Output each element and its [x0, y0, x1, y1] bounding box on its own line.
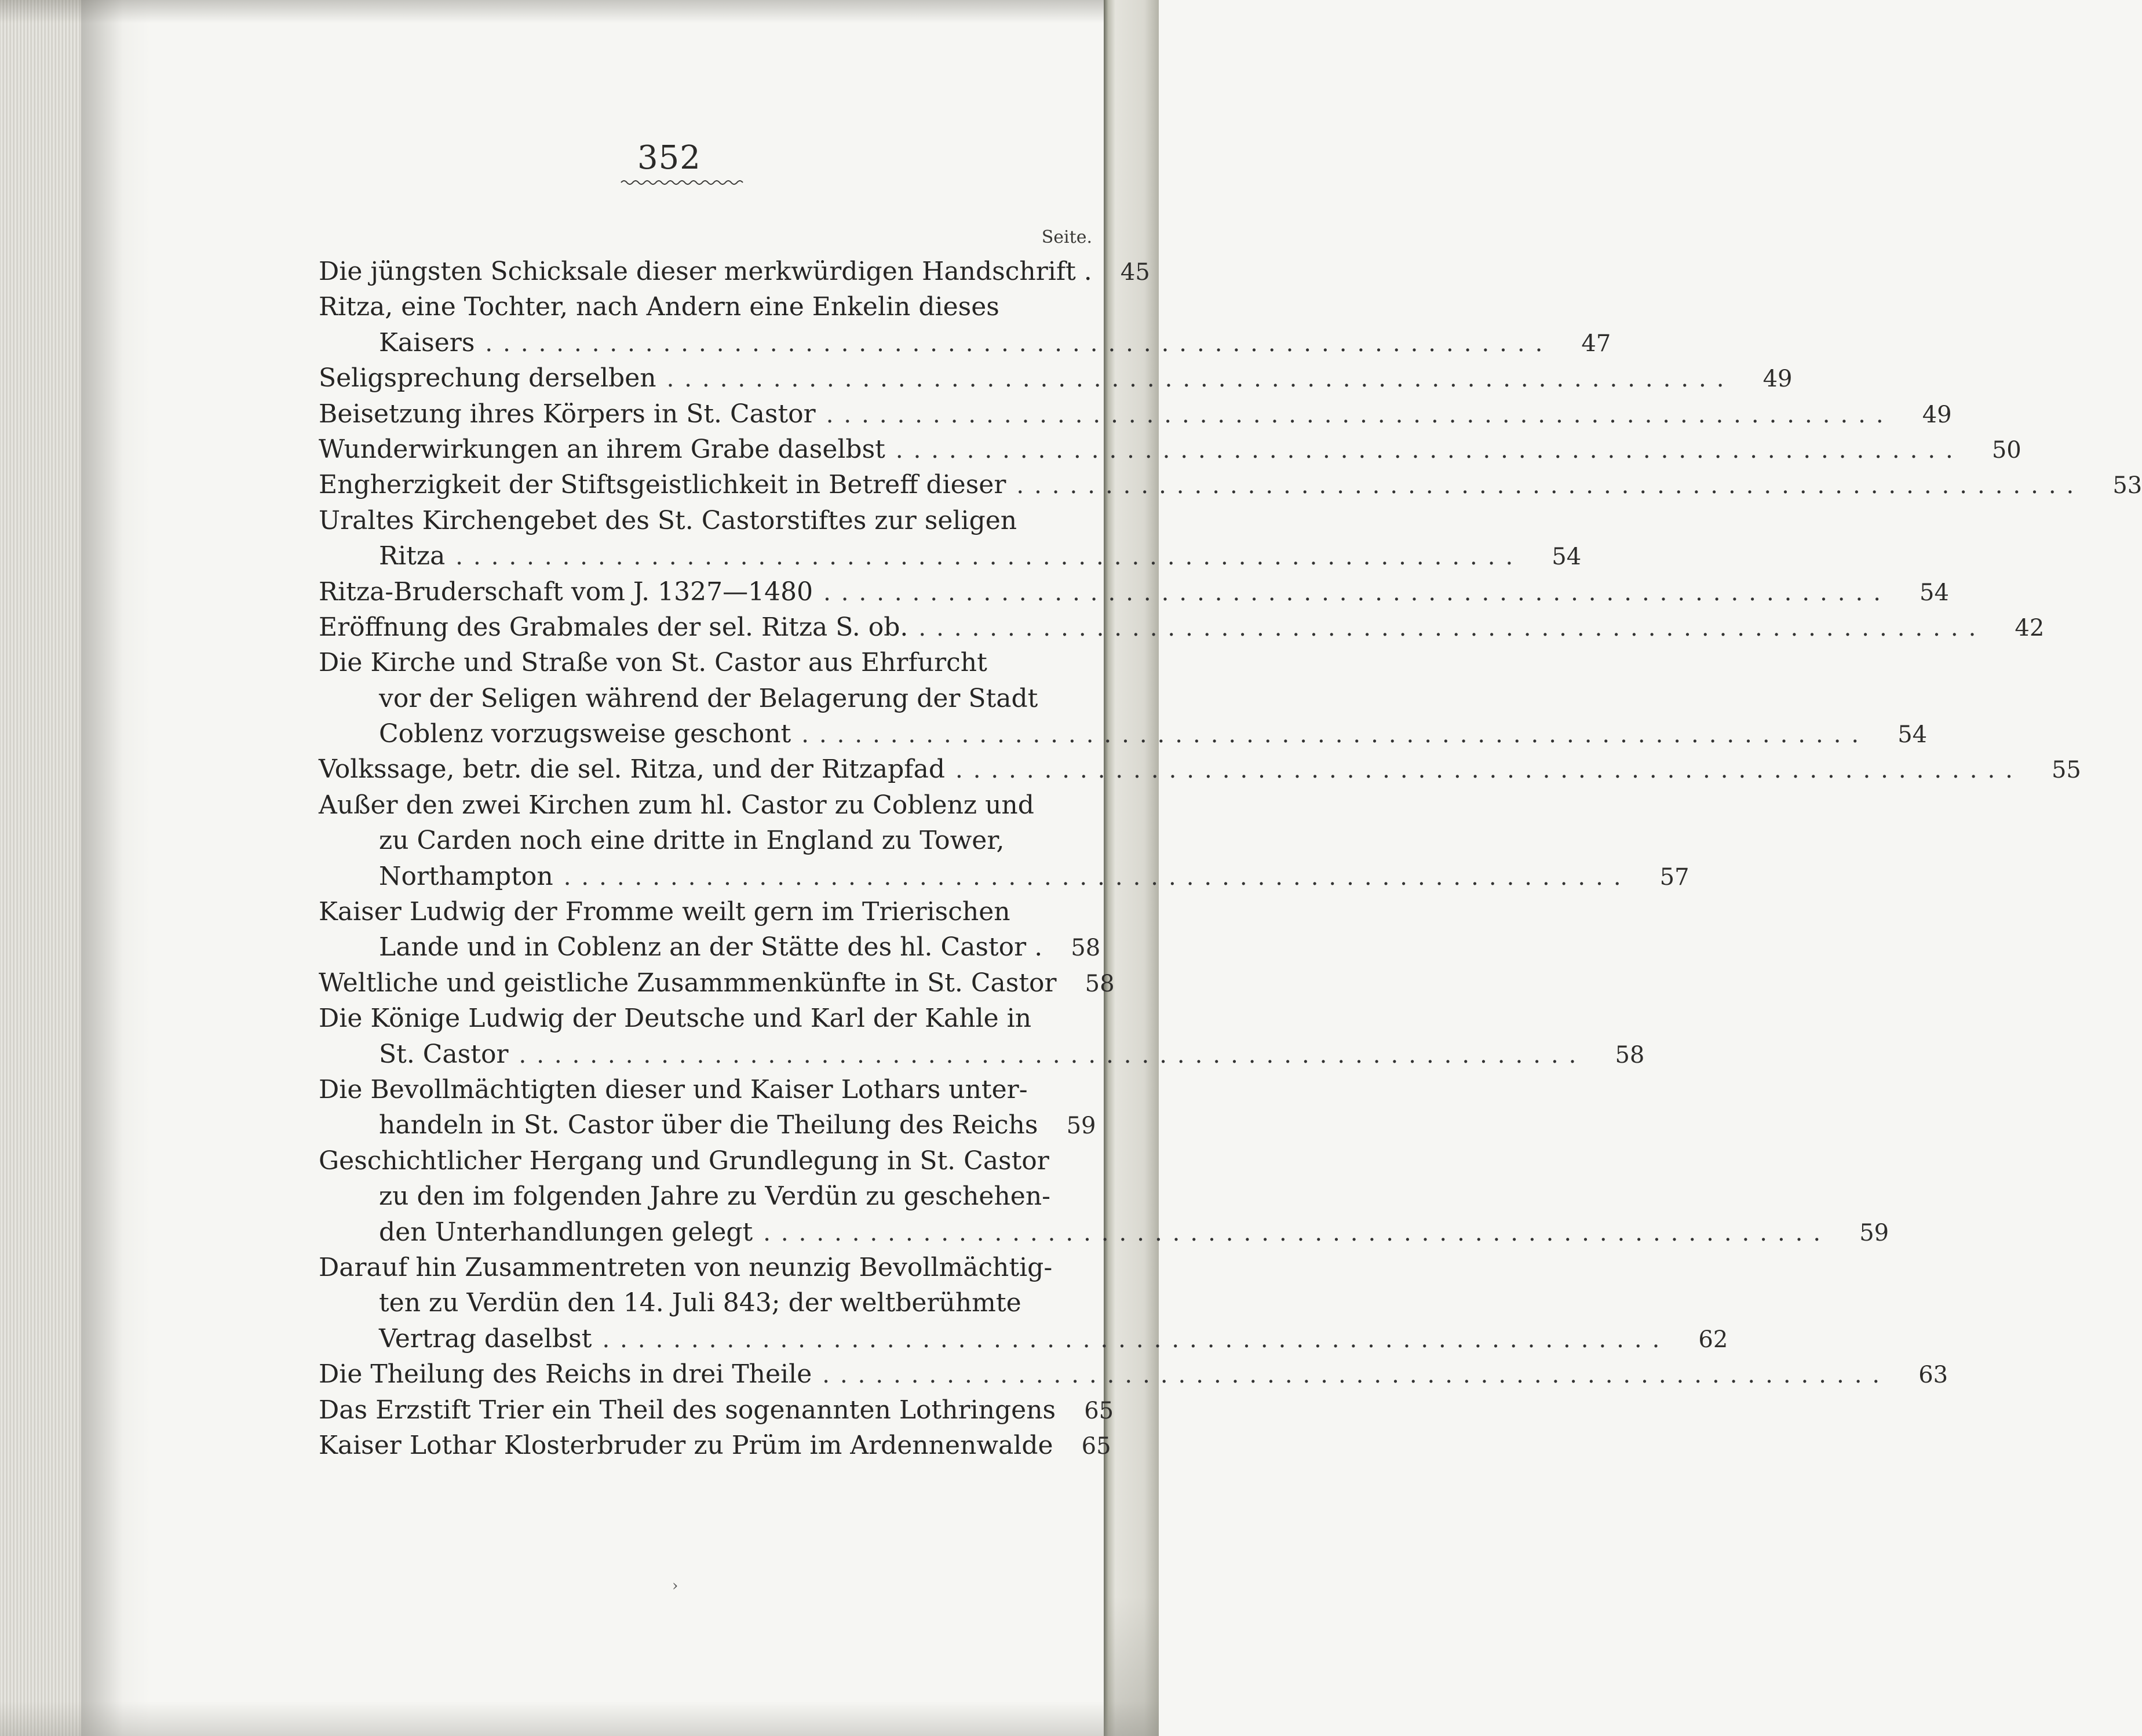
- toc-page-ref: 49: [1763, 366, 1793, 393]
- toc-entry-text: handeln in St. Castor über die Theilung des Reichs: [379, 1110, 1038, 1140]
- dot-leader: ............................................................: [822, 1362, 1891, 1389]
- toc-entry-text: Kaisers: [379, 327, 475, 358]
- toc-entry-text: Geschichtlicher Hergang und Grundlegung in St. Castor: [319, 1146, 1049, 1176]
- toc-entry-line: [319, 396, 1952, 432]
- bottom-mark: ›: [672, 1577, 678, 1595]
- dot-leader: ............................................................: [801, 721, 1870, 749]
- toc-page-ref: 57: [1659, 863, 1689, 891]
- toc-entry: [319, 965, 1115, 1001]
- toc-entry-text: Kaiser Ludwig der Fromme weilt gern im Trierischen: [319, 897, 1010, 927]
- dot-leader: ............................................................: [823, 579, 1891, 606]
- toc-entry: [319, 432, 2021, 467]
- toc-entry: [319, 1001, 1645, 1072]
- toc-entry-line: [319, 1392, 1114, 1428]
- toc-entry-text: Die Theilung des Reichs in drei Theile: [319, 1359, 812, 1389]
- book-page-stack: [0, 0, 81, 1736]
- toc-entry: [319, 254, 1150, 289]
- toc-entry-line: [319, 645, 1095, 680]
- toc-entry: [319, 1428, 1111, 1463]
- toc-entry-text: Uraltes Kirchengebet des St. Castorstiftes zur seligen: [319, 505, 1017, 535]
- toc-entry-text: Vertrag daselbst: [379, 1323, 592, 1354]
- toc-entry-continuation: [319, 929, 1101, 965]
- toc-entry: [319, 787, 1689, 894]
- toc-entry-text: ten zu Verdün den 14. Juli 843; der weltberühmte: [379, 1288, 1021, 1318]
- toc-page-ref: 54: [1552, 544, 1582, 571]
- toc-entry: [319, 1392, 1114, 1428]
- dot-leader: ............................................................: [763, 1219, 1831, 1246]
- toc-entry: [319, 1356, 1948, 1392]
- page-number: 352: [637, 139, 701, 177]
- toc-entry-text: zu den im folgenden Jahre zu Verdün zu geschehen-: [379, 1181, 1051, 1212]
- toc-entry: [319, 1143, 1889, 1250]
- toc-entry-text: Darauf hin Zusammentreten von neunzig Bevollmächtig-: [319, 1252, 1053, 1282]
- toc-entry-text: vor der Seligen während der Belagerung der Stadt: [379, 683, 1038, 713]
- toc-entry-text: Kaiser Lothar Klosterbruder zu Prüm im Ardennenwalde: [319, 1430, 1053, 1460]
- toc-entry: [319, 467, 2142, 502]
- toc-entry: [319, 289, 1611, 360]
- dot-leader: ............................................................: [1016, 472, 2085, 499]
- toc-entry-line: [319, 432, 2021, 467]
- toc-page-ref: 45: [1120, 259, 1150, 286]
- toc-entry: [319, 610, 2045, 645]
- toc-entry: [319, 752, 2081, 787]
- toc-page-ref: 47: [1581, 330, 1611, 357]
- toc-entry-text: Die Bevollmächtigten dieser und Kaiser Lothars unter-: [319, 1074, 1028, 1104]
- toc-page-ref: 62: [1698, 1326, 1728, 1353]
- toc-entry-text: Northampton: [379, 861, 553, 891]
- toc-entry-text: Die Könige Ludwig der Deutsche und Karl der Kahle in: [319, 1004, 1032, 1034]
- gutter-shadow: [81, 0, 151, 1736]
- toc-entry-text: St. Castor: [379, 1039, 509, 1069]
- dot-leader: ............................................................: [666, 366, 1735, 393]
- toc-entry-text: Coblenz vorzugsweise geschont: [379, 719, 791, 749]
- toc-entry-continuation: [319, 859, 1689, 894]
- toc-entry-continuation: [319, 1215, 1889, 1250]
- toc-entry: [319, 645, 1928, 752]
- dot-leader: ............................................................: [563, 863, 1632, 891]
- toc-entry-line: [319, 289, 1095, 324]
- toc-entry-continuation: [319, 325, 1611, 360]
- toc-entry-text: Das Erzstift Trier ein Theil des sogenannten Lothringens: [319, 1395, 1056, 1425]
- toc-entry-text: Ritza, eine Tochter, nach Andern eine Enkelin dieses: [319, 292, 999, 322]
- toc-entry-text: Engherzigkeit der Stiftsgeistlichkeit in Betreff dieser: [319, 470, 1006, 500]
- toc-entry-text: Volkssage, betr. die sel. Ritza, und der Ritzapfad: [319, 754, 945, 785]
- toc-entry-text: Außer den zwei Kirchen zum hl. Castor zu Coblenz und: [319, 790, 1034, 820]
- toc-entry-text: den Unterhandlungen gelegt: [379, 1217, 753, 1247]
- toc-entry-text: Seligsprechung derselben: [319, 363, 656, 393]
- toc-entry-line: [319, 503, 1095, 538]
- toc-entry-text: Eröffnung des Grabmales der sel. Ritza S. ob.: [319, 612, 908, 642]
- toc-page-ref: 50: [1991, 436, 2021, 464]
- toc-entry-line: [319, 360, 1793, 396]
- toc-entry-continuation: [319, 1107, 1095, 1143]
- top-shadow: [0, 0, 1159, 23]
- wavy-rule-ornament-icon: [620, 177, 747, 188]
- toc-entry-line: [319, 1250, 1095, 1285]
- toc-page-ref: 58: [1085, 970, 1115, 997]
- toc-entry-text: Die jüngsten Schicksale dieser merkwürdigen Handschrift .: [319, 257, 1092, 286]
- toc-entry: [319, 894, 1101, 965]
- toc-entry-line: [319, 1356, 1948, 1392]
- toc-page-ref: 55: [2051, 757, 2081, 784]
- toc-entry-text: Lande und in Coblenz an der Stätte des hl. Castor .: [379, 932, 1043, 962]
- toc-entry-line: [319, 254, 1150, 289]
- toc-entry-continuation: [319, 823, 1095, 858]
- dot-leader: ............................................................: [955, 757, 2023, 784]
- toc-entry-text: zu Carden noch eine dritte in England zu Tower,: [379, 826, 1005, 856]
- toc-entry-text: Ritza-Bruderschaft vom J. 1327—1480: [319, 577, 813, 607]
- toc-page-ref: 53: [2112, 472, 2142, 499]
- toc-page-ref: 65: [1084, 1397, 1114, 1424]
- toc-page-ref: 54: [1920, 579, 1949, 606]
- dot-leader: ............................................................: [455, 544, 1524, 571]
- toc-entry-continuation: [319, 538, 1582, 574]
- toc-page-ref: 65: [1081, 1432, 1111, 1460]
- toc-entry-continuation: [319, 1285, 1095, 1321]
- toc-entry: [319, 396, 1952, 432]
- toc-entry-continuation: [319, 1179, 1095, 1214]
- toc-entry-line: [319, 965, 1115, 1001]
- toc-entry: [319, 1072, 1095, 1143]
- toc-entry-text: Ritza: [379, 541, 446, 571]
- page-column-header: Seite.: [1041, 227, 1092, 247]
- dot-leader: ............................................................: [895, 436, 1964, 464]
- toc-entry-line: [319, 752, 2081, 787]
- toc-page-ref: 42: [2015, 614, 2045, 641]
- toc-entry-line: [319, 787, 1095, 823]
- toc-entry-line: [319, 1001, 1095, 1036]
- toc-entry-text: Wunderwirkungen an ihrem Grabe daselbst: [319, 434, 885, 464]
- toc-entry: [319, 574, 1949, 610]
- dot-leader: ............................................................: [485, 330, 1553, 357]
- toc-entry-text: Die Kirche und Straße von St. Castor aus Ehrfurcht: [319, 648, 987, 678]
- toc-entry-line: [319, 1072, 1095, 1107]
- toc-entry-continuation: [319, 681, 1095, 716]
- toc-entry: [319, 1250, 1728, 1356]
- toc-entry-line: [319, 610, 2045, 645]
- bottom-shadow: [0, 1701, 1159, 1736]
- toc-entry: [319, 503, 1582, 574]
- toc-entry-continuation: [319, 716, 1928, 752]
- toc-page-ref: 54: [1897, 721, 1928, 749]
- dot-leader: ............................................................: [826, 401, 1894, 428]
- toc-entry-line: [319, 1143, 1095, 1179]
- table-of-contents: [319, 254, 2142, 1463]
- toc-page-ref: 59: [1859, 1219, 1889, 1246]
- toc-entry-line: [319, 894, 1095, 929]
- toc-page-ref: 59: [1066, 1113, 1096, 1140]
- toc-entry-continuation: [319, 1037, 1645, 1072]
- toc-entry-text: Beisetzung ihres Körpers in St. Castor: [319, 399, 816, 429]
- toc-page-ref: 58: [1615, 1041, 1645, 1068]
- toc-entry-line: [319, 467, 2142, 502]
- toc-entry-line: [319, 1428, 1111, 1463]
- toc-entry-text: Weltliche und geistliche Zusammmenkünfte in St. Castor: [319, 968, 1057, 998]
- toc-entry-continuation: [319, 1321, 1728, 1356]
- dot-leader: ............................................................: [519, 1041, 1587, 1068]
- toc-entry: [319, 360, 1793, 396]
- toc-entry-line: [319, 574, 1949, 610]
- toc-page-ref: 58: [1071, 935, 1101, 962]
- dot-leader: ............................................................: [918, 614, 1987, 641]
- toc-page-ref: 63: [1918, 1362, 1948, 1389]
- dot-leader: ............................................................: [602, 1326, 1670, 1353]
- toc-page-ref: 49: [1922, 401, 1952, 428]
